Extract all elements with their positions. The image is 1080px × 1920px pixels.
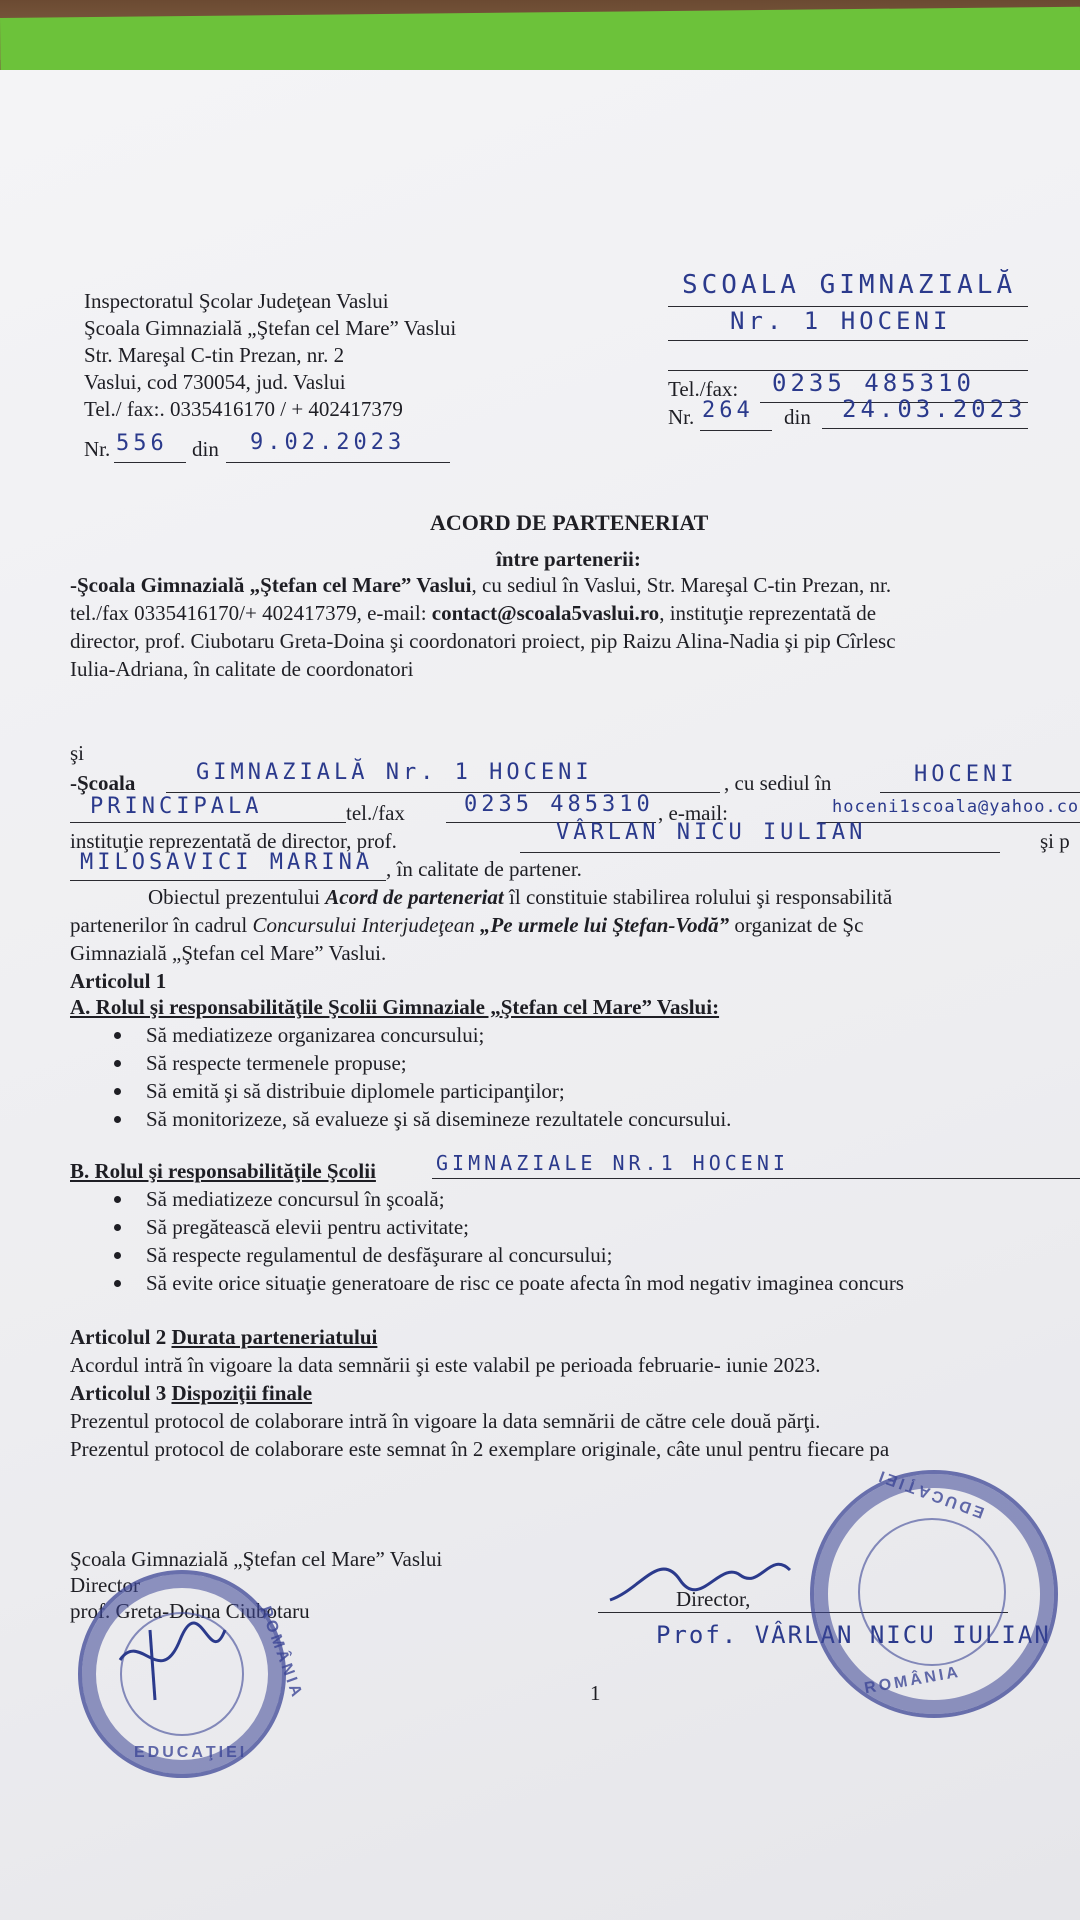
article1-a-item: Să mediatizeze organizarea concursului; bbox=[146, 1023, 485, 1047]
nr-label-right: Nr. bbox=[668, 405, 695, 429]
document-subtitle: între partenerii: bbox=[496, 547, 641, 571]
phone-line: Tel./ fax:. 0335416170 / + 402417379 bbox=[84, 397, 403, 421]
page-number: 1 bbox=[590, 1681, 601, 1705]
article1-b-item: Să pregătească elevii pentru activitate; bbox=[146, 1215, 470, 1239]
partner1-line4: Iulia-Adriana, în calitate de coordonatori bbox=[70, 657, 414, 681]
signature-left-name: prof. Greta-Doina Ciubotaru bbox=[70, 1599, 310, 1623]
bullet-dot bbox=[114, 1280, 121, 1287]
tel-label: Tel./fax: bbox=[668, 377, 739, 401]
article1-b-heading: B. Rolul şi responsabilităţile Şcolii bbox=[70, 1159, 376, 1183]
nr-value-handwritten: 556 bbox=[116, 431, 168, 456]
partner2-sediul-label: , cu sediul în bbox=[724, 771, 832, 795]
school-name-line: Şcoala Gimnazială „Ştefan cel Mare” Vaslui bbox=[84, 316, 457, 340]
document-page bbox=[0, 70, 1080, 1920]
partner2-si-p: şi p bbox=[1040, 829, 1070, 853]
article1-a-item: Să emită şi să distribuie diplomele participanţilor; bbox=[146, 1079, 565, 1103]
right-official-stamp: EDUCAŢIEI ROMÂNIA bbox=[810, 1470, 1058, 1718]
bullet-dot bbox=[114, 1224, 121, 1231]
article2-text: Acordul intră în vigoare la data semnării şi este valabil pe perioada februarie- iunie 2023. bbox=[70, 1353, 821, 1377]
article1-b-item: Să mediatizeze concursul în şcoală; bbox=[146, 1187, 445, 1211]
bullet-dot bbox=[114, 1032, 121, 1039]
partner2-coordinator-handwritten: MILOSAVICI MARINA bbox=[80, 850, 374, 875]
bullet-dot bbox=[114, 1252, 121, 1259]
si-conjunction: şi bbox=[70, 741, 85, 765]
partner1-email: contact@scoala5vaslui.ro bbox=[431, 601, 660, 625]
nr-value-right-handwritten: 264 bbox=[702, 398, 754, 423]
left-official-stamp: ROMÂNIA EDUCAŢIEI bbox=[78, 1570, 286, 1778]
article1-b-item: Să evite orice situaţie generatoare de risc ce poate afecta în mod negativ imaginea concurs bbox=[146, 1271, 904, 1295]
article3-text2: Prezentul protocol de colaborare este semnat în 2 exemplare originale, câte unul pentru fiecare pa bbox=[70, 1437, 890, 1461]
bullet-dot bbox=[114, 1196, 121, 1203]
partner-school-handwritten-2: Nr. 1 HOCENI bbox=[730, 307, 952, 335]
partner2-tel-handwritten: 0235 485310 bbox=[464, 792, 654, 817]
signature-right-role: Director, bbox=[676, 1587, 751, 1611]
article2-heading: Articolul 2 Durata parteneriatului bbox=[70, 1325, 378, 1349]
partner2-repr-label: instituţie reprezentată de director, prof. bbox=[70, 829, 397, 853]
partner2-director-handwritten: VÂRLAN NICU IULIAN bbox=[556, 820, 867, 845]
signature-right-name-handwritten: Prof. VÂRLAN NICU IULIAN bbox=[656, 1621, 1051, 1649]
article1-a-item: Să respecte termenele propuse; bbox=[146, 1051, 407, 1075]
partner2-street-handwritten: PRINCIPALA bbox=[90, 794, 263, 819]
city-line: Vaslui, cod 730054, jud. Vaslui bbox=[84, 370, 346, 394]
object-line1: Obiectul prezentului Acord de parteneriat îl constituie stabilirea rolului şi responsabilită bbox=[148, 885, 893, 909]
partner-school-handwritten-1: SCOALA GIMNAZIALĂ bbox=[682, 270, 1017, 300]
partner1-line1: -Şcoala Gimnazială „Ştefan cel Mare” Vaslui, cu sediul în Vaslui, Str. Mareşal C-tin Prezan, nr. bbox=[70, 573, 892, 597]
article1-a-item: Să monitorizeze, să evalueze şi să disemineze rezultatele concursului. bbox=[146, 1107, 732, 1131]
article3-heading: Articolul 3 Dispoziţii finale bbox=[70, 1381, 313, 1405]
article1-a-heading: A. Rolul şi responsabilităţile Şcolii Gimnaziale „Ştefan cel Mare” Vaslui: bbox=[70, 995, 720, 1019]
partner2-scoala-label: -Şcoala bbox=[70, 771, 136, 795]
bullet-dot bbox=[114, 1088, 121, 1095]
partner2-role: , în calitate de partener. bbox=[386, 857, 582, 881]
din-label-right: din bbox=[784, 405, 811, 429]
tel-value-handwritten: 0235 485310 bbox=[772, 369, 975, 397]
signature-left-school: Şcoala Gimnazială „Ştefan cel Mare” Vaslui bbox=[70, 1547, 443, 1571]
partner2-locality-handwritten: HOCENI bbox=[914, 762, 1018, 787]
date-value-handwritten: 9.02.2023 bbox=[250, 430, 406, 455]
inspectorate-line: Inspectoratul Şcolar Judeţean Vaslui bbox=[84, 289, 389, 313]
object-line2: partenerilor în cadrul Concursului Interjudeţean „Pe urmele lui Ştefan-Vodă” organizat de Şc bbox=[70, 913, 864, 937]
partner2-tel-label: tel./fax bbox=[346, 801, 405, 825]
article1-b-school-handwritten: GIMNAZIALE NR.1 HOCENI bbox=[436, 1151, 789, 1175]
partner2-email-handwritten: hoceni1scoala@yahoo.co bbox=[832, 797, 1080, 817]
partner1-line2: tel./fax 0335416170/+ 402417379, e-mail: contact@scoala5vaslui.ro, instituţie reprezentată de bbox=[70, 601, 877, 625]
left-signature-scribble bbox=[110, 1610, 230, 1710]
bullet-dot bbox=[114, 1060, 121, 1067]
article1-b-item: Să respecte regulamentul de desfăşurare al concursului; bbox=[146, 1243, 613, 1267]
partner2-email-label: , e-mail: bbox=[658, 801, 728, 825]
article1-title: Articolul 1 bbox=[70, 969, 167, 993]
bullet-dot bbox=[114, 1116, 121, 1123]
object-line3: Gimnazială „Ştefan cel Mare” Vaslui. bbox=[70, 941, 387, 965]
address-line: Str. Mareşal C-tin Prezan, nr. 2 bbox=[84, 343, 345, 367]
signature-left-role: Director bbox=[70, 1573, 140, 1597]
date-value-right-handwritten: 24.03.2023 bbox=[842, 395, 1027, 423]
document-title: ACORD DE PARTENERIAT bbox=[430, 510, 709, 535]
nr-label: Nr. bbox=[84, 437, 111, 461]
partner1-line3: director, prof. Ciubotaru Greta-Doina şi coordonatori proiect, pip Raizu Alina-Nadia şi pip Cîrlesc bbox=[70, 629, 896, 653]
din-label: din bbox=[192, 437, 219, 461]
partner2-school-handwritten: GIMNAZIALĂ Nr. 1 HOCENI bbox=[196, 760, 593, 785]
article3-text1: Prezentul protocol de colaborare intră în vigoare la data semnării de către cele două părţi. bbox=[70, 1409, 821, 1433]
